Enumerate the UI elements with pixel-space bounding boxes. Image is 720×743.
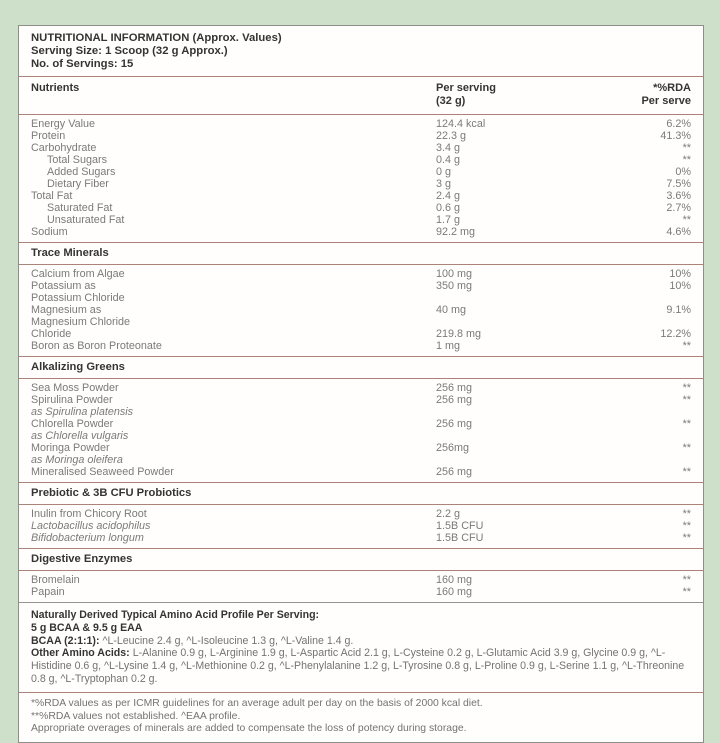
table-row: [31, 142, 691, 154]
nutrient-name: Moringa Powder as Moringa oleifera: [31, 442, 123, 466]
column-header-nutrients: Nutrients: [31, 82, 80, 94]
nutrient-amount: 100 mg: [436, 268, 473, 280]
nutrient-amount: 160 mg: [436, 586, 473, 598]
nutrient-name: Added Sugars: [47, 166, 116, 178]
column-header-row: [19, 76, 703, 115]
nutrient-rda: 10%: [669, 280, 691, 292]
nutrient-name: Mineralised Seaweed Powder: [31, 466, 174, 478]
other-amino-label: Other Amino Acids:: [31, 647, 130, 660]
servings-count: No. of Servings: 15: [31, 58, 134, 70]
nutrient-rda: **: [682, 442, 691, 454]
section-body: [19, 571, 703, 602]
nutrient-rda: **: [682, 466, 691, 478]
table-row: [31, 214, 691, 226]
nutrient-amount: 256 mg: [436, 394, 473, 406]
table-row: [31, 442, 691, 466]
nutrient-amount: 256 mg: [436, 466, 473, 478]
table-row: [31, 166, 691, 178]
table-row: [31, 268, 691, 280]
nutrient-rda: 12.2%: [660, 328, 691, 340]
amino-title: Naturally Derived Typical Amino Acid Profile Per Serving:: [31, 609, 320, 621]
nutrient-name: Magnesium as Magnesium Chloride: [31, 304, 131, 328]
nutrient-rda: **: [682, 520, 691, 532]
table-row: [31, 154, 691, 166]
nutrient-rda: 9.1%: [666, 304, 691, 316]
amino-other-line: [31, 647, 691, 685]
amino-subtitle: 5 g BCAA & 9.5 g EAA: [31, 621, 143, 634]
nutrient-name: Inulin from Chicory Root: [31, 508, 147, 520]
nutrient-name: Total Sugars: [47, 154, 108, 166]
footnotes: [19, 692, 703, 742]
section-title: Digestive Enzymes: [19, 548, 703, 571]
table-row: [31, 586, 691, 598]
section-body: [19, 379, 703, 482]
nutrient-amount: 219.8 mg: [436, 328, 482, 340]
nutrient-sections: [19, 115, 703, 602]
nutrient-rda: 10%: [669, 268, 691, 280]
nutrient-rda: 41.3%: [660, 130, 691, 142]
table-row: [31, 280, 691, 304]
table-row: [31, 130, 691, 142]
nutrient-amount: 256 mg: [436, 418, 473, 430]
nutrient-rda: **: [682, 574, 691, 586]
nutrient-rda: **: [682, 508, 691, 520]
nutrient-name: Lactobacillus acidophilus: [31, 520, 151, 532]
nutrient-rda: 2.7%: [666, 202, 691, 214]
nutrient-name: Protein: [31, 130, 66, 142]
nutrient-amount: 22.3 g: [436, 130, 467, 142]
table-row: [31, 532, 691, 544]
footnote-line: *%RDA values as per ICMR guidelines for an average adult per day on the basis of 2000 kcal diet.: [31, 697, 483, 709]
nutrient-name: Boron as Boron Proteonate: [31, 340, 162, 352]
nutrient-rda: **: [682, 340, 691, 352]
nutrient-amount: 0 g: [436, 166, 452, 178]
nutrient-amount: 0.4 g: [436, 154, 461, 166]
table-row: [31, 574, 691, 586]
table-row: [31, 340, 691, 352]
section-body: [19, 115, 703, 242]
footnote-line: **%RDA values not established. ^EAA profile.: [31, 710, 241, 722]
table-row: [31, 178, 691, 190]
nutrient-rda: 0%: [675, 166, 691, 178]
table-row: [31, 508, 691, 520]
nutrient-amount: 1.7 g: [436, 214, 461, 226]
nutrient-rda: 7.5%: [666, 178, 691, 190]
nutrient-name: Spirulina Powder as Spirulina platensis: [31, 394, 134, 418]
bcaa-values: ^L-Leucine 2.4 g, ^L-Isoleucine 1.3 g, ^L-Valine 1.4 g.: [102, 634, 354, 647]
column-header-per-serving: Per serving (32 g): [436, 82, 496, 107]
nutrient-name: Calcium from Algae: [31, 268, 125, 280]
nutrient-name: Carbohydrate: [31, 142, 97, 154]
nutrient-name: Saturated Fat: [47, 202, 113, 214]
nutrient-name: Chloride: [31, 328, 72, 340]
amino-acid-profile: [19, 602, 703, 692]
nutrient-amount: 350 mg: [436, 280, 473, 292]
nutrient-rda: **: [682, 382, 691, 394]
amino-bcaa-line: [31, 635, 691, 648]
nutrient-rda: **: [682, 586, 691, 598]
nutrient-amount: 1 mg: [436, 340, 461, 352]
nutrient-amount: 2.2 g: [436, 508, 461, 520]
label-title: NUTRITIONAL INFORMATION (Approx. Values): [31, 32, 282, 44]
nutrient-name: Chlorella Powder as Chlorella vulgaris: [31, 418, 129, 442]
table-row: [31, 304, 691, 328]
nutrient-amount: 1.5B CFU: [436, 532, 484, 544]
nutrient-amount: 2.4 g: [436, 190, 461, 202]
nutrient-name: Potassium as Potassium Chloride: [31, 280, 125, 304]
nutrient-name: Bifidobacterium longum: [31, 532, 144, 544]
nutrient-amount: 1.5B CFU: [436, 520, 484, 532]
nutrient-name: Sea Moss Powder: [31, 382, 119, 394]
column-header-rda: *%RDA Per serve: [641, 82, 691, 107]
section-title: Prebiotic & 3B CFU Probiotics: [19, 482, 703, 505]
section-title: Alkalizing Greens: [19, 356, 703, 379]
nutrient-amount: 0.6 g: [436, 202, 461, 214]
nutrient-amount: 3.4 g: [436, 142, 461, 154]
nutrition-label: [18, 25, 704, 743]
nutrient-rda: **: [682, 394, 691, 406]
nutrient-name: Sodium: [31, 226, 68, 238]
section-title: Trace Minerals: [19, 242, 703, 265]
nutrient-name: Dietary Fiber: [47, 178, 109, 190]
nutrient-name: Bromelain: [31, 574, 80, 586]
nutrient-name: Energy Value: [31, 118, 96, 130]
nutrient-rda: **: [682, 418, 691, 430]
table-row: [31, 520, 691, 532]
nutrient-amount: 40 mg: [436, 304, 467, 316]
footnote-line: Appropriate overages of minerals are added to compensate the loss of potency during storage.: [31, 723, 467, 735]
table-row: [31, 202, 691, 214]
nutrient-amount: 92.2 mg: [436, 226, 476, 238]
table-row: [31, 190, 691, 202]
nutrient-rda: **: [682, 214, 691, 226]
nutrient-amount: 256mg: [436, 442, 470, 454]
nutrient-amount: 124.4 kcal: [436, 118, 486, 130]
section-body: [19, 265, 703, 356]
nutrient-rda: **: [682, 142, 691, 154]
bcaa-label: BCAA (2:1:1):: [31, 634, 100, 647]
table-row: [31, 328, 691, 340]
table-row: [31, 118, 691, 130]
table-row: [31, 226, 691, 238]
nutrient-rda: **: [682, 532, 691, 544]
label-header: [19, 26, 703, 76]
table-row: [31, 466, 691, 478]
table-row: [31, 394, 691, 418]
nutrient-rda: **: [682, 154, 691, 166]
nutrient-name: Unsaturated Fat: [47, 214, 125, 226]
serving-size: Serving Size: 1 Scoop (32 g Approx.): [31, 45, 228, 57]
table-row: [31, 418, 691, 442]
other-amino-values: L-Alanine 0.9 g, L-Arginine 1.9 g, L-Aspartic Acid 2.1 g, L-Cysteine 0.2 g, L-Glutamic Acid 3.9 g, Glycine 0.9 g, ^L-Histidine 0.6 g, ^L-Lysine 1.4 g, ^L-Methionine 0.2 g, ^L-Phenylalanine 1.2 g, L-Tyrosine 0.8 g, L-Proline 0.9 g, L-Serine 1.1 g, ^L-Threonine 0.8 g, ^L-Tryptophan 0.2 g.: [31, 647, 685, 685]
nutrient-amount: 160 mg: [436, 574, 473, 586]
nutrient-name: Papain: [31, 586, 65, 598]
nutrient-amount: 256 mg: [436, 382, 473, 394]
section-body: [19, 505, 703, 548]
nutrient-rda: 3.6%: [666, 190, 691, 202]
table-row: [31, 382, 691, 394]
nutrient-amount: 3 g: [436, 178, 452, 190]
nutrient-name: Total Fat: [31, 190, 73, 202]
nutrient-rda: 6.2%: [666, 118, 691, 130]
nutrient-rda: 4.6%: [666, 226, 691, 238]
